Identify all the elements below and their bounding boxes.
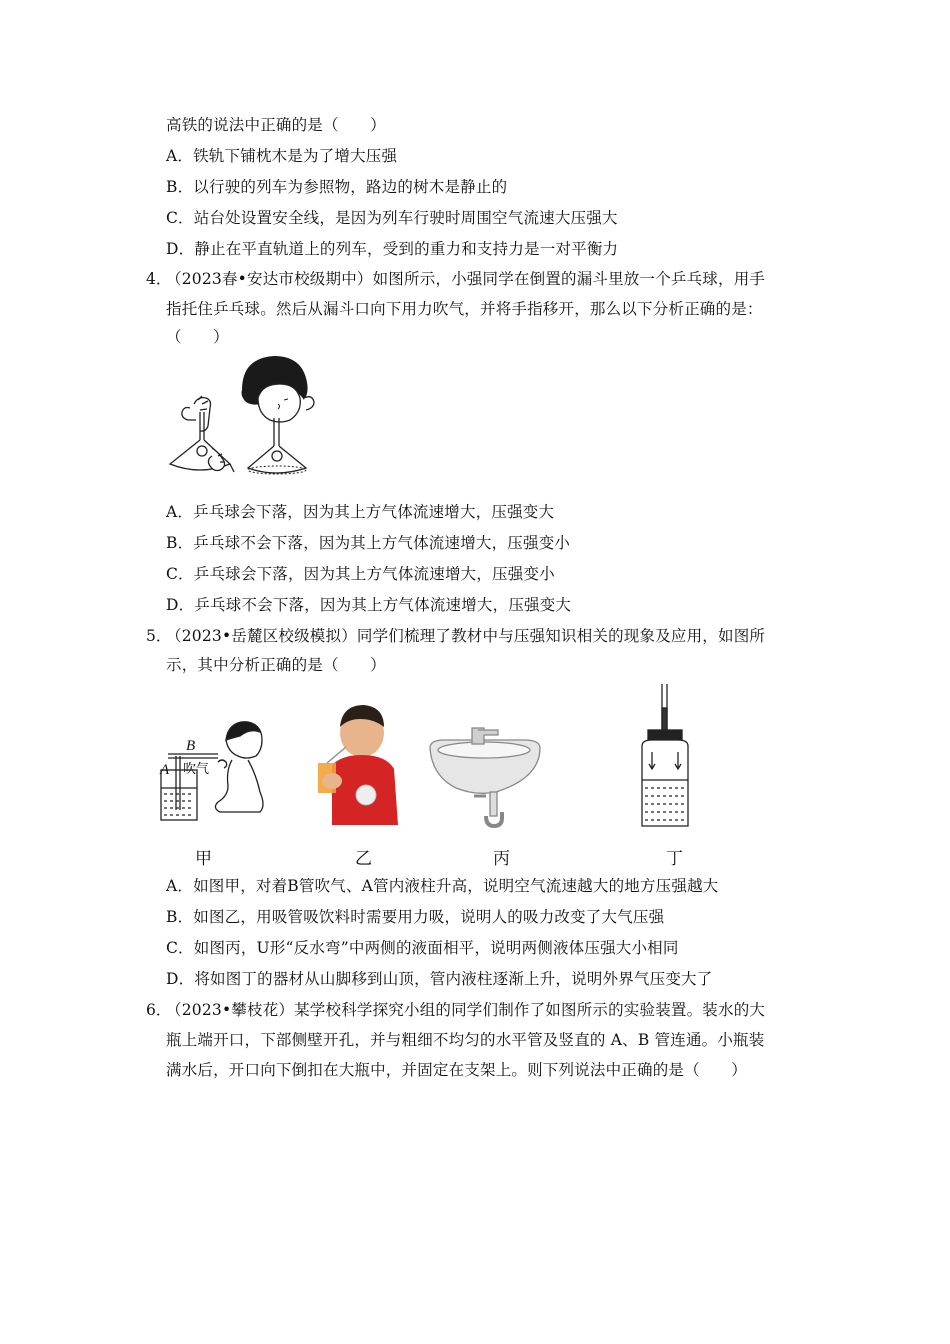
- caption-bing: 丙: [493, 849, 510, 869]
- q5-stem-line-1: （2023•岳麓区校级模拟）同学们梳理了教材中与压强知识相关的现象及应用，如图所: [166, 627, 766, 645]
- q3-option-c: C．站台处设置安全线，是因为列车行驶时周围空气流速大压强大: [166, 209, 618, 227]
- q6-stem-line-1: （2023•攀枝花）某学校科学探究小组的同学们制作了如图所示的实验装置。装水的大: [166, 1001, 766, 1019]
- q4-number: 4．: [146, 270, 172, 288]
- boy-blowing-illustration: [242, 356, 315, 474]
- figure-jia-blowing-tubes: [156, 718, 271, 826]
- q3-stem-tail: 高铁的说法中正确的是（ ）: [166, 116, 386, 134]
- q4-stem-line-2: 指托住乒乓球。然后从漏斗口向下用力吹气，并将手指移开，那么以下分析正确的是：: [166, 300, 763, 318]
- label-b: B: [186, 738, 196, 754]
- caption-jia: 甲: [195, 849, 212, 869]
- q4-option-a: A．乒乓球会下落，因为其上方气体流速增大，压强变大: [166, 503, 555, 521]
- figure-yi-child-straw: [310, 703, 400, 827]
- q4-stem-line-3: （ ）: [166, 328, 229, 346]
- q4-stem-line-1: （2023春•安达市校级期中）如图所示，小强同学在倒置的漏斗里放一个乒乓球，用手: [166, 270, 766, 288]
- q6-stem-line-2: 瓶上端开口，下部侧壁开孔，并与粗细不均匀的水平管及竖直的 A、B 管连通。小瓶装: [166, 1031, 765, 1049]
- q5-stem-line-2: 示，其中分析正确的是（ ）: [166, 656, 386, 674]
- q6-stem-line-3: 满水后，开口向下倒扣在大瓶中，并固定在支架上。则下列说法中正确的是（ ）: [166, 1061, 747, 1079]
- q4-option-c: C．乒乓球会下落，因为其上方气体流速增大，压强变小: [166, 565, 555, 583]
- q3-option-d: D．静止在平直轨道上的列车，受到的重力和支持力是一对平衡力: [166, 240, 619, 258]
- funnel-pingpong-figure: [160, 352, 330, 487]
- q5-option-a: A．如图甲，对着B管吹气、A管内液柱升高，说明空气流速越大的地方压强越大: [166, 877, 719, 895]
- q6-number: 6．: [146, 1001, 172, 1019]
- q5-number: 5．: [146, 627, 172, 645]
- label-blow: 吹气: [183, 762, 210, 777]
- q5-option-c: C．如图丙，U形“反水弯”中两侧的液面相平，说明两侧液体压强大小相同: [166, 939, 679, 957]
- figure-ding-bottle-tube: [634, 684, 696, 830]
- label-a: A: [160, 762, 170, 778]
- hand-funnel-illustration: [170, 396, 234, 472]
- figure-bing-washbasin: [426, 724, 544, 828]
- q5-option-d: D．将如图丁的器材从山脚移到山顶，管内液柱逐渐上升，说明外界气压变大了: [166, 970, 713, 988]
- caption-yi: 乙: [355, 849, 372, 869]
- q3-option-b: B．以行驶的列车为参照物，路边的树木是静止的: [166, 178, 508, 196]
- q4-option-b: B．乒乓球不会下落，因为其上方气体流速增大，压强变小: [166, 534, 571, 552]
- q4-option-d: D．乒乓球不会下落，因为其上方气体流速增大，压强变大: [166, 596, 572, 614]
- q5-option-b: B．如图乙，用吸管吸饮料时需要用力吸，说明人的吸力改变了大气压强: [166, 908, 665, 926]
- q3-option-a: A．铁轨下铺枕木是为了增大压强: [166, 147, 398, 165]
- caption-ding: 丁: [666, 849, 683, 869]
